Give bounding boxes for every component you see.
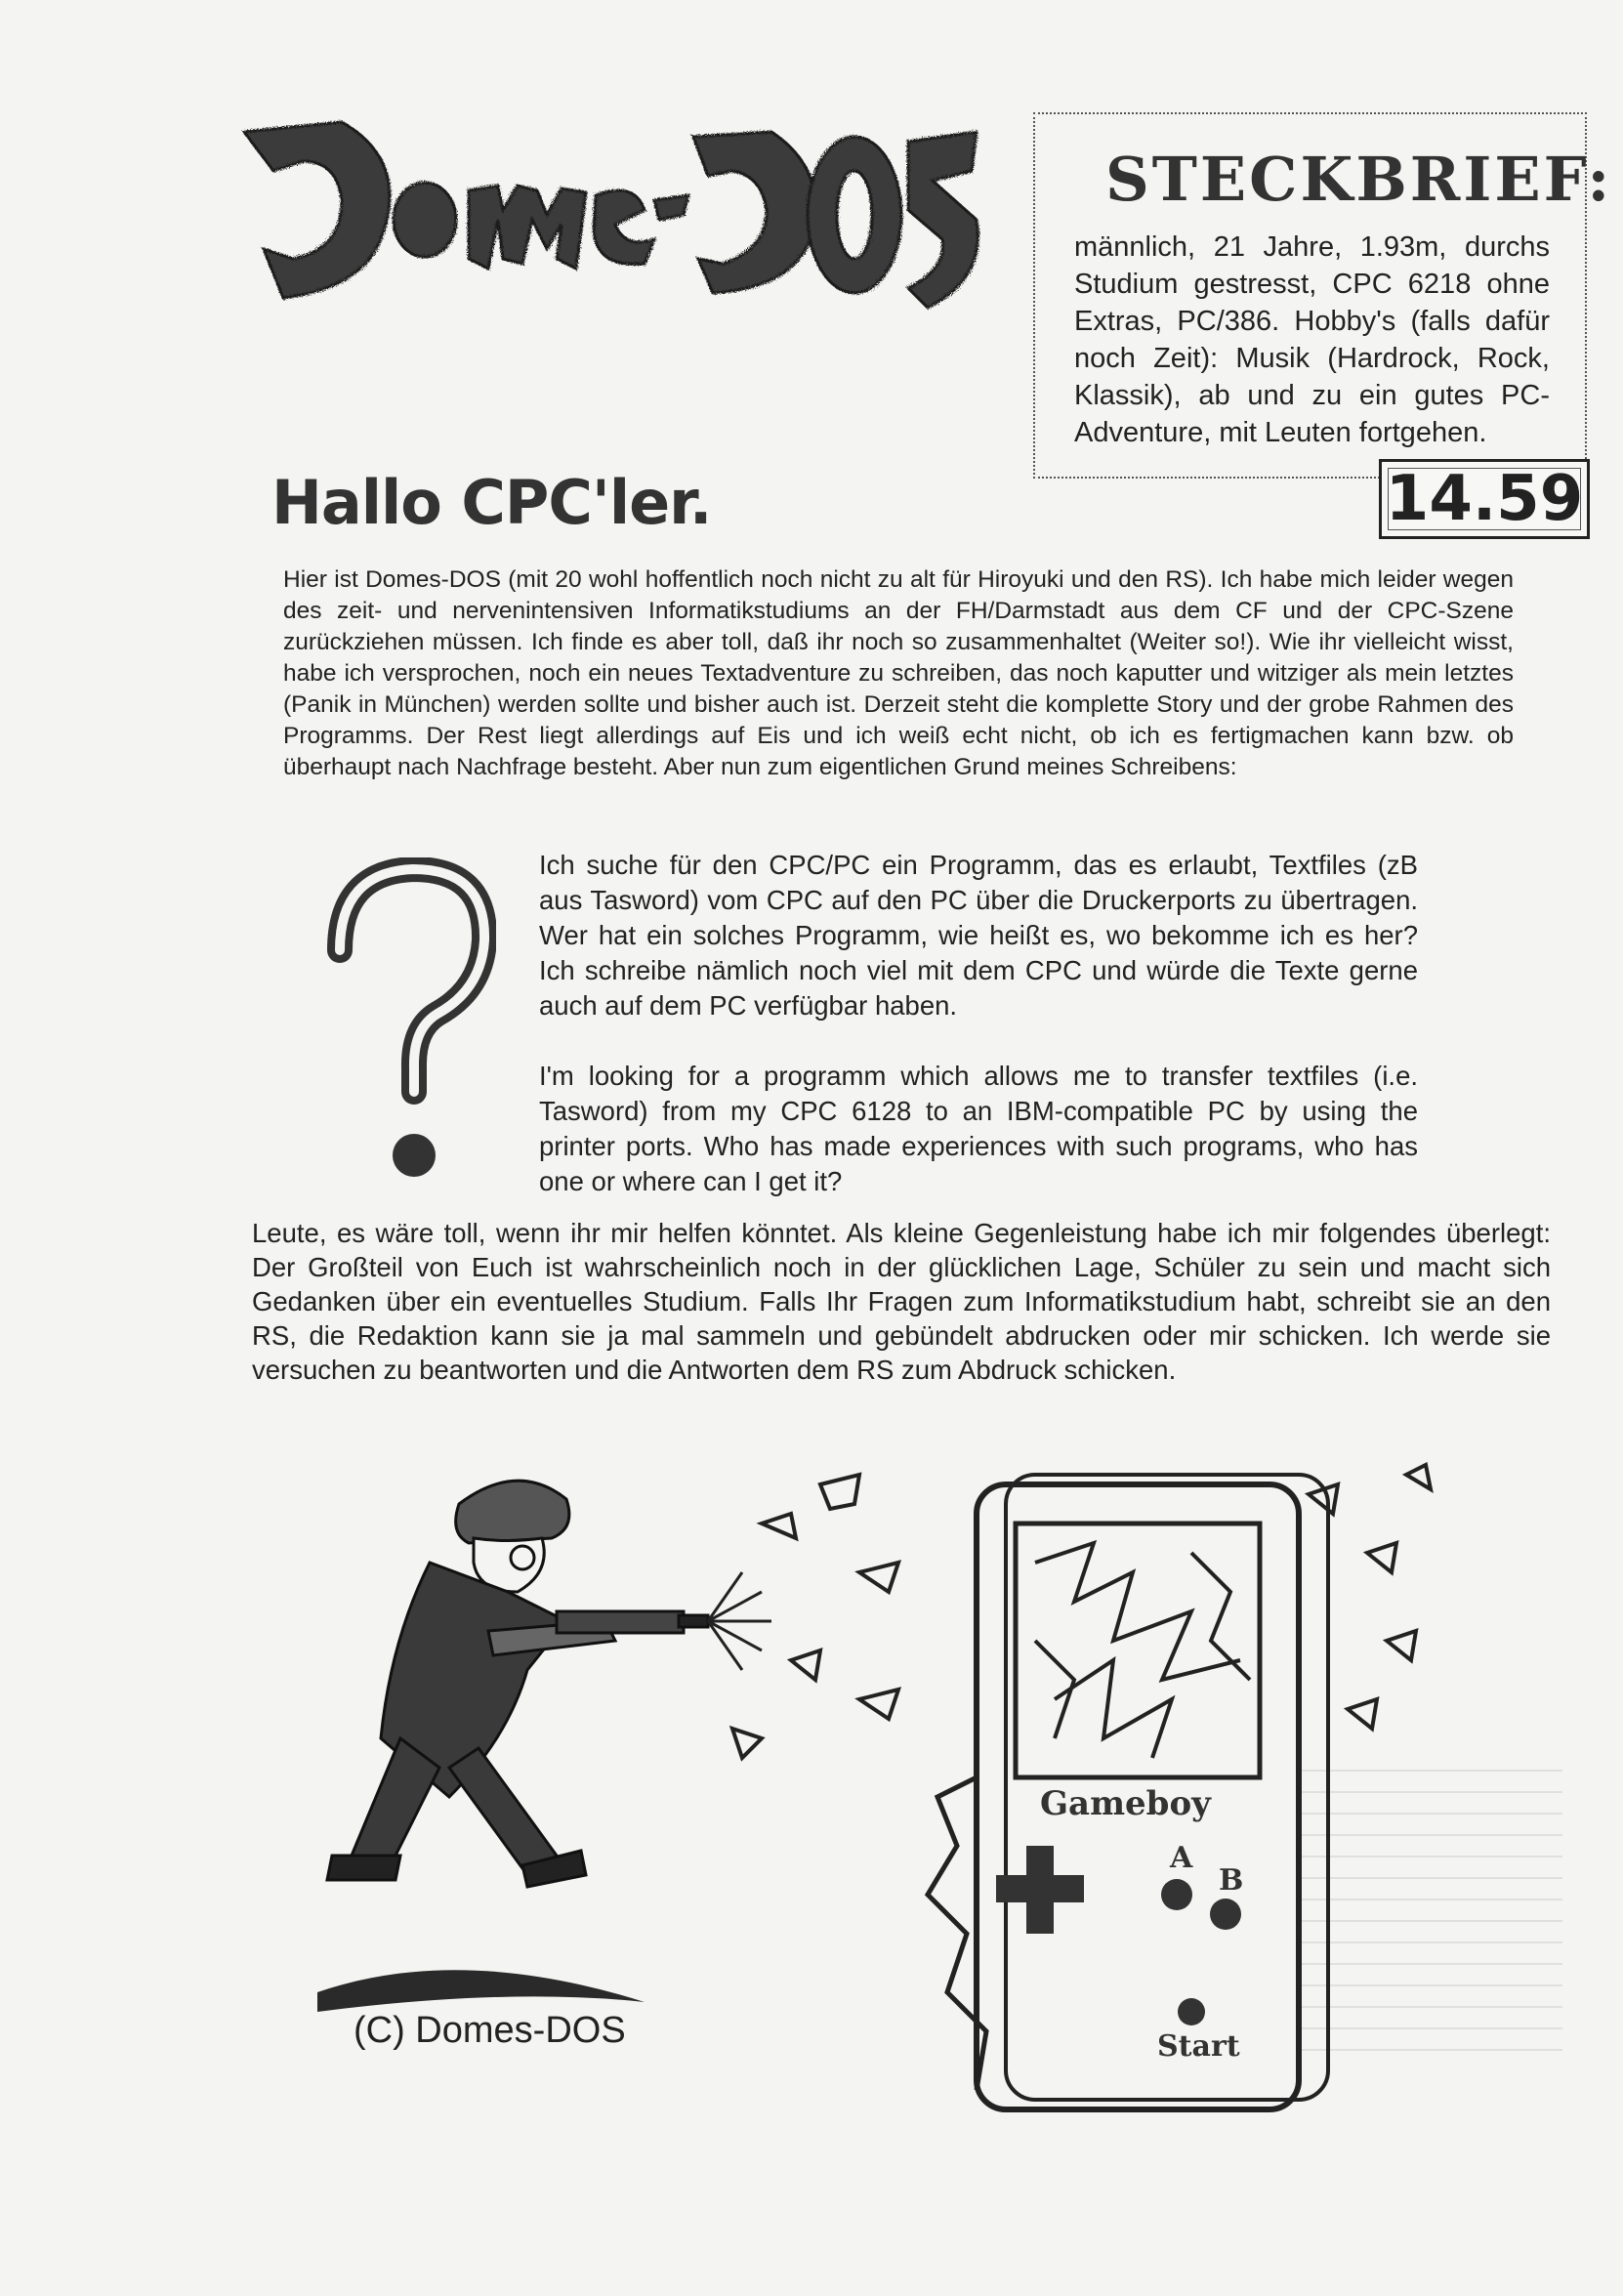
domes-dos-logo: [225, 103, 986, 347]
question-section: [539, 848, 1418, 1234]
closing-paragraph: Leute, es wäre toll, wenn ihr mir helfen könntet. Als kleine Gegenleistung habe ich mir folgendes überlegt: Der Großteil von Euch ist wahrscheinlich noch in der glücklichen Lage, Schüler zu sein und macht sich Gedanken über ein eventuelles Studium. Falls Ihr Fragen zum Informatikstudium habt, schreibt sie an den RS, die Redaktion kann sie ja mal sammeln und gebündelt abdrucken oder mir schicken. Ich werde sie versuchen zu beantworten und die Antworten dem RS zum Abdruck schicken.: [252, 1218, 1551, 1385]
logo-graffiti: [225, 103, 986, 347]
muzzle-flash: [708, 1572, 771, 1670]
headline: Hallo CPC'ler.: [271, 467, 712, 538]
question-english: I'm looking for a programm which allows me to transfer textfiles (i.e. Tasword) from my CPC 6128 to an IBM-compatible PC by using the printer ports. Who has made experiences with such programs, who has one or where can I get it?: [539, 1061, 1418, 1196]
copyright-text: (C) Domes-DOS: [354, 2010, 626, 2051]
question-mark-icon: [320, 857, 496, 1190]
soldier-figure: [327, 1481, 708, 1887]
button-b-label: B: [1219, 1863, 1244, 1898]
issue-number-box: [1379, 459, 1590, 539]
steckbrief-title: STECKBRIEF:: [1105, 144, 1613, 215]
steckbrief-text: männlich, 21 Jahre, 1.93m, durchs Studium gestresst, CPC 6218 ohne Extras, PC/386. Hobby's (falls dafür noch Zeit): Musik (Hardrock, Rock, Klassik), ab und zu ein gutes PC-Adventure, mit Leuten fortgehen.: [1074, 231, 1550, 448]
question-german: Ich suche für den CPC/PC ein Programm, das es erlaubt, Textfiles (zB aus Tasword) vom CPC auf den PC über die Druckerports zu übertragen. Wer hat ein solches Programm, wie heißt es, wo bekomme ich es her? Ich schreibe nämlich noch viel mit dem CPC und würde die Texte gerne auch auf dem PC verfügbar haben.: [539, 850, 1418, 1021]
start-label: Start: [1157, 2029, 1240, 2064]
gameboy-label: Gameboy: [1040, 1784, 1211, 1823]
steckbrief-box: [1033, 112, 1613, 479]
shadow-swoosh: [317, 1970, 645, 2012]
intro-paragraph: Hier ist Domes-DOS (mit 20 wohl hoffentlich noch nicht zu alt für Hiroyuki und den RS). Ich habe mich leider wegen des zeit- und nervenintensiven Informatikstudiums an der FH/Darmstadt aus dem CF und der CPC-Szene zurückziehen müssen. Ich finde es aber toll, daß ihr noch so zusammenhaltet (Weiter so!). Wie ihr vielleicht wisst, habe ich versprochen, noch ein neues Textadventure zu schreiben, das noch kaputter und witziger als mein letztes (Panik in München) werden sollte und bisher auch ist. Derzeit steht die komplette Story und der grobe Rahmen des Programms. Der Rest liegt allerdings auf Eis und ich weiß echt nicht, ob ich es fertigmachen kann bzw. ob überhaupt nach Nachfrage besteht. Aber nun zum eigentlichen Grund meines Schreibens:: [283, 566, 1514, 780]
button-a-label: A: [1170, 1841, 1193, 1875]
issue-number: 14.59: [1385, 463, 1584, 535]
